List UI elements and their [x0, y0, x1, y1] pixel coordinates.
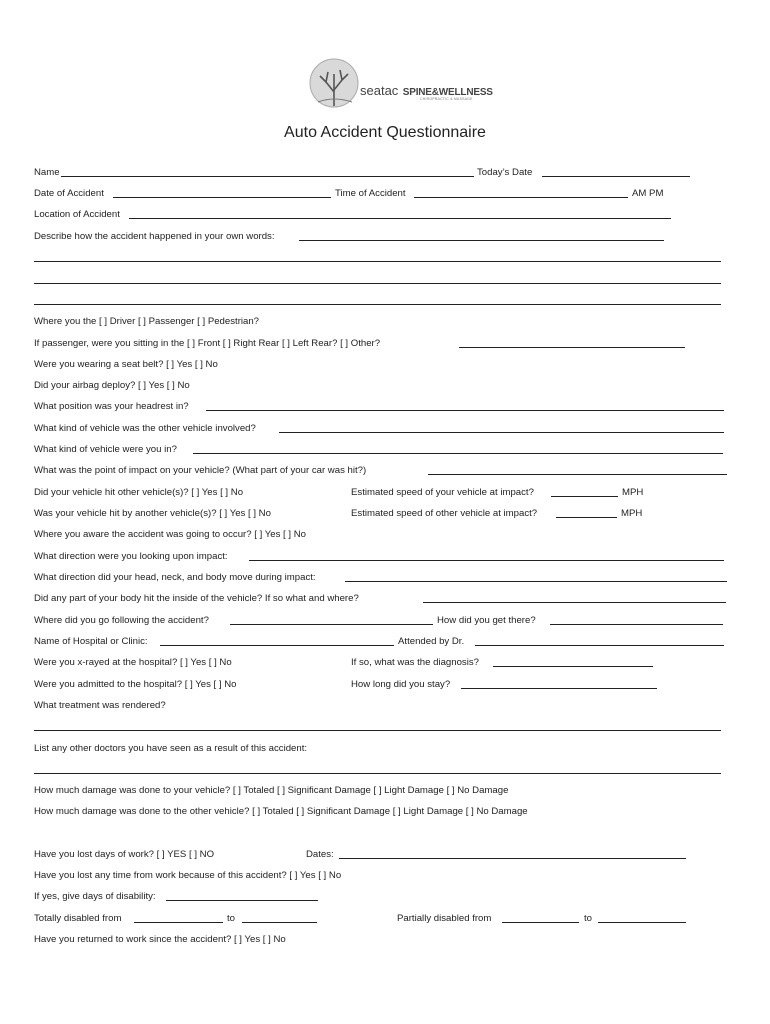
seat-belt-question[interactable]: Were you wearing a seat belt? [ ] Yes [ ] No	[34, 359, 218, 370]
admitted-question[interactable]: Were you admitted to the hospital? [ ] Yes [ ] No	[34, 679, 237, 690]
where-go-label: Where did you go following the accident?	[34, 615, 209, 626]
days-disability-label: If yes, give days of disability:	[34, 891, 156, 902]
diagnosis-label: If so, what was the diagnosis?	[351, 657, 479, 668]
todays-date-field[interactable]	[542, 167, 690, 181]
attended-by-field[interactable]	[475, 636, 724, 650]
other-doctors-label: List any other doctors you have seen as a result of this accident:	[34, 743, 308, 754]
todays-date-label: Today’s Date	[477, 167, 533, 178]
point-of-impact-field[interactable]	[428, 465, 727, 479]
logo-word-spine-wellness: SPINE&WELLNESS	[402, 87, 493, 98]
headrest-label: What position was your headrest in?	[34, 401, 189, 412]
days-disability-field[interactable]	[166, 891, 318, 905]
aware-question[interactable]: Where you aware the accident was going to occur? [ ] Yes [ ] No	[34, 529, 306, 540]
damage-other-question[interactable]: How much damage was done to the other vehicle? [ ] Totaled [ ] Significant Damage [ ] Light Damage [ ] No Damage	[34, 806, 528, 817]
passenger-other-field[interactable]	[459, 338, 685, 352]
other-vehicle-kind-field[interactable]	[279, 423, 724, 437]
diagnosis-field[interactable]	[493, 657, 653, 671]
mph-label-2: MPH	[621, 508, 643, 519]
totally-disabled-label: Totally disabled from	[34, 913, 122, 924]
treatment-label: What treatment was rendered?	[34, 700, 166, 711]
body-hit-field[interactable]	[423, 593, 726, 607]
est-speed-yours-field[interactable]	[551, 487, 618, 501]
describe-line-3[interactable]	[34, 274, 721, 288]
damage-yours-question[interactable]: How much damage was done to your vehicle? [ ] Totaled [ ] Significant Damage [ ] Light Damage [ ] No Damage	[34, 785, 509, 796]
describe-field[interactable]	[299, 231, 664, 245]
location-field[interactable]	[129, 209, 671, 223]
attended-by-label: Attended by Dr.	[398, 636, 465, 647]
how-long-label: How long did you stay?	[351, 679, 451, 690]
hospital-field[interactable]	[160, 636, 394, 650]
est-speed-yours-label: Estimated speed of your vehicle at impact?	[351, 487, 534, 498]
other-doctors-field[interactable]	[34, 764, 721, 778]
totally-disabled-from-field[interactable]	[134, 913, 223, 927]
lost-days-question[interactable]: Have you lost days of work? [ ] YES [ ] NO	[34, 849, 215, 860]
totally-disabled-to-field[interactable]	[242, 913, 317, 927]
head-move-field[interactable]	[345, 572, 727, 586]
date-of-accident-field[interactable]	[113, 188, 331, 202]
your-vehicle-kind-field[interactable]	[193, 444, 723, 458]
tree-logo-icon	[308, 58, 364, 110]
looking-direction-label: What direction were you looking upon impact:	[34, 551, 228, 562]
location-label: Location of Accident	[34, 209, 120, 220]
head-move-label: What direction did your head, neck, and body move during impact:	[34, 572, 316, 583]
describe-line-4[interactable]	[34, 295, 721, 309]
date-of-accident-label: Date of Accident	[34, 188, 104, 199]
partially-to-label: to	[584, 913, 593, 924]
logo-word-seatac: seatac	[360, 83, 399, 98]
hit-by-other-question[interactable]: Was your vehicle hit by another vehicle(s)? [ ] Yes [ ] No	[34, 508, 271, 519]
am-pm-label[interactable]: AM PM	[632, 188, 664, 199]
describe-label: Describe how the accident happened in your own words:	[34, 231, 275, 242]
hit-other-question[interactable]: Did your vehicle hit other vehicle(s)? [ ] Yes [ ] No	[34, 487, 244, 498]
partially-disabled-to-field[interactable]	[598, 913, 686, 927]
how-get-label: How did you get there?	[437, 615, 536, 626]
page-title: Auto Accident Questionnaire	[284, 124, 486, 141]
totally-to-label: to	[227, 913, 236, 924]
time-of-accident-field[interactable]	[414, 188, 628, 202]
how-long-field[interactable]	[461, 679, 657, 693]
hospital-label: Name of Hospital or Clinic:	[34, 636, 148, 647]
your-vehicle-kind-label: What kind of vehicle were you in?	[34, 444, 177, 455]
partially-disabled-from-field[interactable]	[502, 913, 579, 927]
lost-time-question[interactable]: Have you lost any time from work because of this accident? [ ] Yes [ ] No	[34, 870, 342, 881]
point-of-impact-label: What was the point of impact on your vehicle? (What part of your car was hit?)	[34, 465, 367, 476]
passenger-seat-question[interactable]: If passenger, were you sitting in the [ ] Front [ ] Right Rear [ ] Left Rear? [ ] Other?	[34, 338, 381, 349]
airbag-question[interactable]: Did your airbag deploy? [ ] Yes [ ] No	[34, 380, 190, 391]
returned-to-work-question[interactable]: Have you returned to work since the accident? [ ] Yes [ ] No	[34, 934, 286, 945]
mph-label-1: MPH	[622, 487, 644, 498]
name-label: Name	[34, 167, 60, 178]
est-speed-other-label: Estimated speed of other vehicle at impact?	[351, 508, 538, 519]
describe-line-2[interactable]	[34, 252, 721, 266]
est-speed-other-field[interactable]	[556, 508, 617, 522]
dates-label: Dates:	[306, 849, 334, 860]
time-of-accident-label: Time of Accident	[335, 188, 406, 199]
where-go-field[interactable]	[230, 615, 433, 629]
body-hit-label: Did any part of your body hit the inside of the vehicle? If so what and where?	[34, 593, 359, 604]
logo-subtitle: CHIROPRACTIC & MASSAGE	[420, 97, 473, 101]
headrest-field[interactable]	[206, 401, 724, 415]
xrayed-question[interactable]: Were you x-rayed at the hospital? [ ] Yes [ ] No	[34, 657, 232, 668]
clinic-logo	[308, 58, 493, 110]
partially-disabled-label: Partially disabled from	[397, 913, 492, 924]
name-field[interactable]	[61, 167, 474, 181]
driver-passenger-question[interactable]: Where you the [ ] Driver [ ] Passenger [ ] Pedestrian?	[34, 316, 260, 327]
how-get-field[interactable]	[550, 615, 723, 629]
dates-field[interactable]	[339, 849, 686, 863]
other-vehicle-kind-label: What kind of vehicle was the other vehicle involved?	[34, 423, 256, 434]
looking-direction-field[interactable]	[249, 551, 724, 565]
treatment-field[interactable]	[34, 721, 721, 735]
